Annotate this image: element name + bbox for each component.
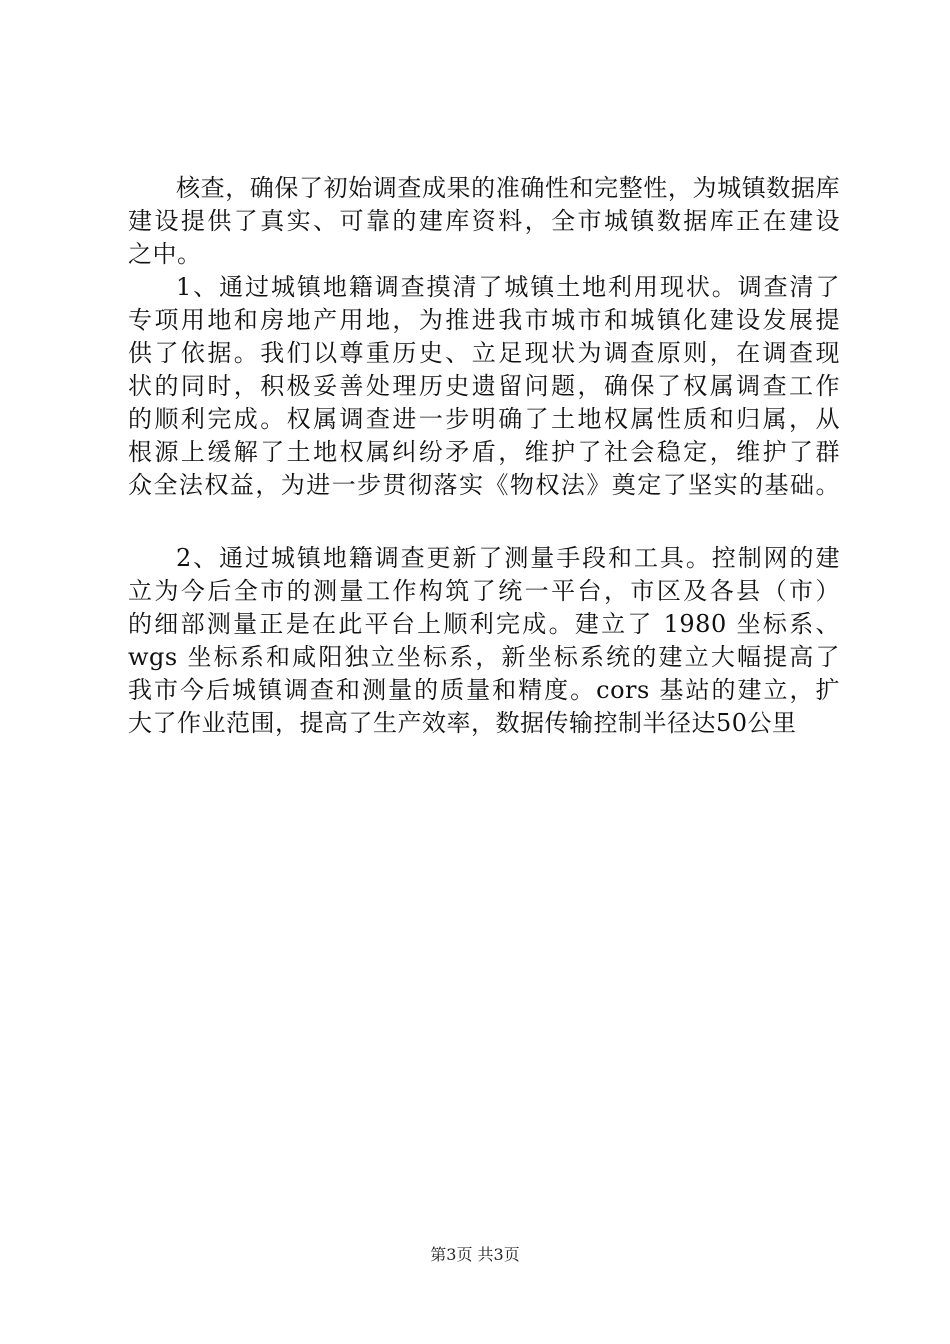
text-line: 的顺利完成。权属调查进一步明确了土地权属性质和归属，从 [128, 405, 840, 433]
text-line: 大了作业范围，提高了生产效率，数据传输控制半径达50公里 [128, 709, 797, 737]
text-line: wgs 坐标系和咸阳独立坐标系，新坐标系统的建立大幅提高了 [128, 643, 840, 671]
paragraph-item-2 [128, 542, 840, 740]
text-line: 根源上缓解了土地权属纠纷矛盾，维护了社会稳定，维护了群 [128, 438, 840, 466]
document-body [128, 172, 840, 740]
text-line: 2、通过城镇地籍调查更新了测量手段和工具。控制网的建 [176, 544, 840, 572]
paragraph-spacer [128, 502, 840, 542]
text-line: 众全法权益，为进一步贯彻落实《物权法》奠定了坚实的基础。 [128, 471, 840, 499]
text-line: 建设提供了真实、可靠的建库资料，全市城镇数据库正在建设 [128, 207, 840, 235]
text-line: 我市今后城镇调查和测量的质量和精度。cors 基站的建立，扩 [128, 676, 840, 704]
text-line: 核查，确保了初始调查成果的准确性和完整性，为城镇数据库 [176, 174, 840, 202]
paragraph-item-1 [128, 271, 840, 502]
text-line: 专项用地和房地产用地，为推进我市城市和城镇化建设发展提 [128, 306, 840, 334]
text-line: 供了依据。我们以尊重历史、立足现状为调查原则，在调查现 [128, 339, 840, 367]
page-footer: 第3页 共3页 [430, 1245, 520, 1264]
text-line: 的细部测量正是在此平台上顺利完成。建立了 1980 坐标系、 [128, 610, 840, 638]
text-line: 1、通过城镇地籍调查摸清了城镇土地利用现状。调查清了 [176, 273, 840, 301]
text-line: 状的同时，积极妥善处理历史遗留问题，确保了权属调查工作 [128, 372, 840, 400]
text-line: 立为今后全市的测量工作构筑了统一平台，市区及各县（市） [128, 577, 840, 605]
paragraph-continuation [128, 172, 840, 271]
text-line: 之中。 [128, 240, 202, 268]
